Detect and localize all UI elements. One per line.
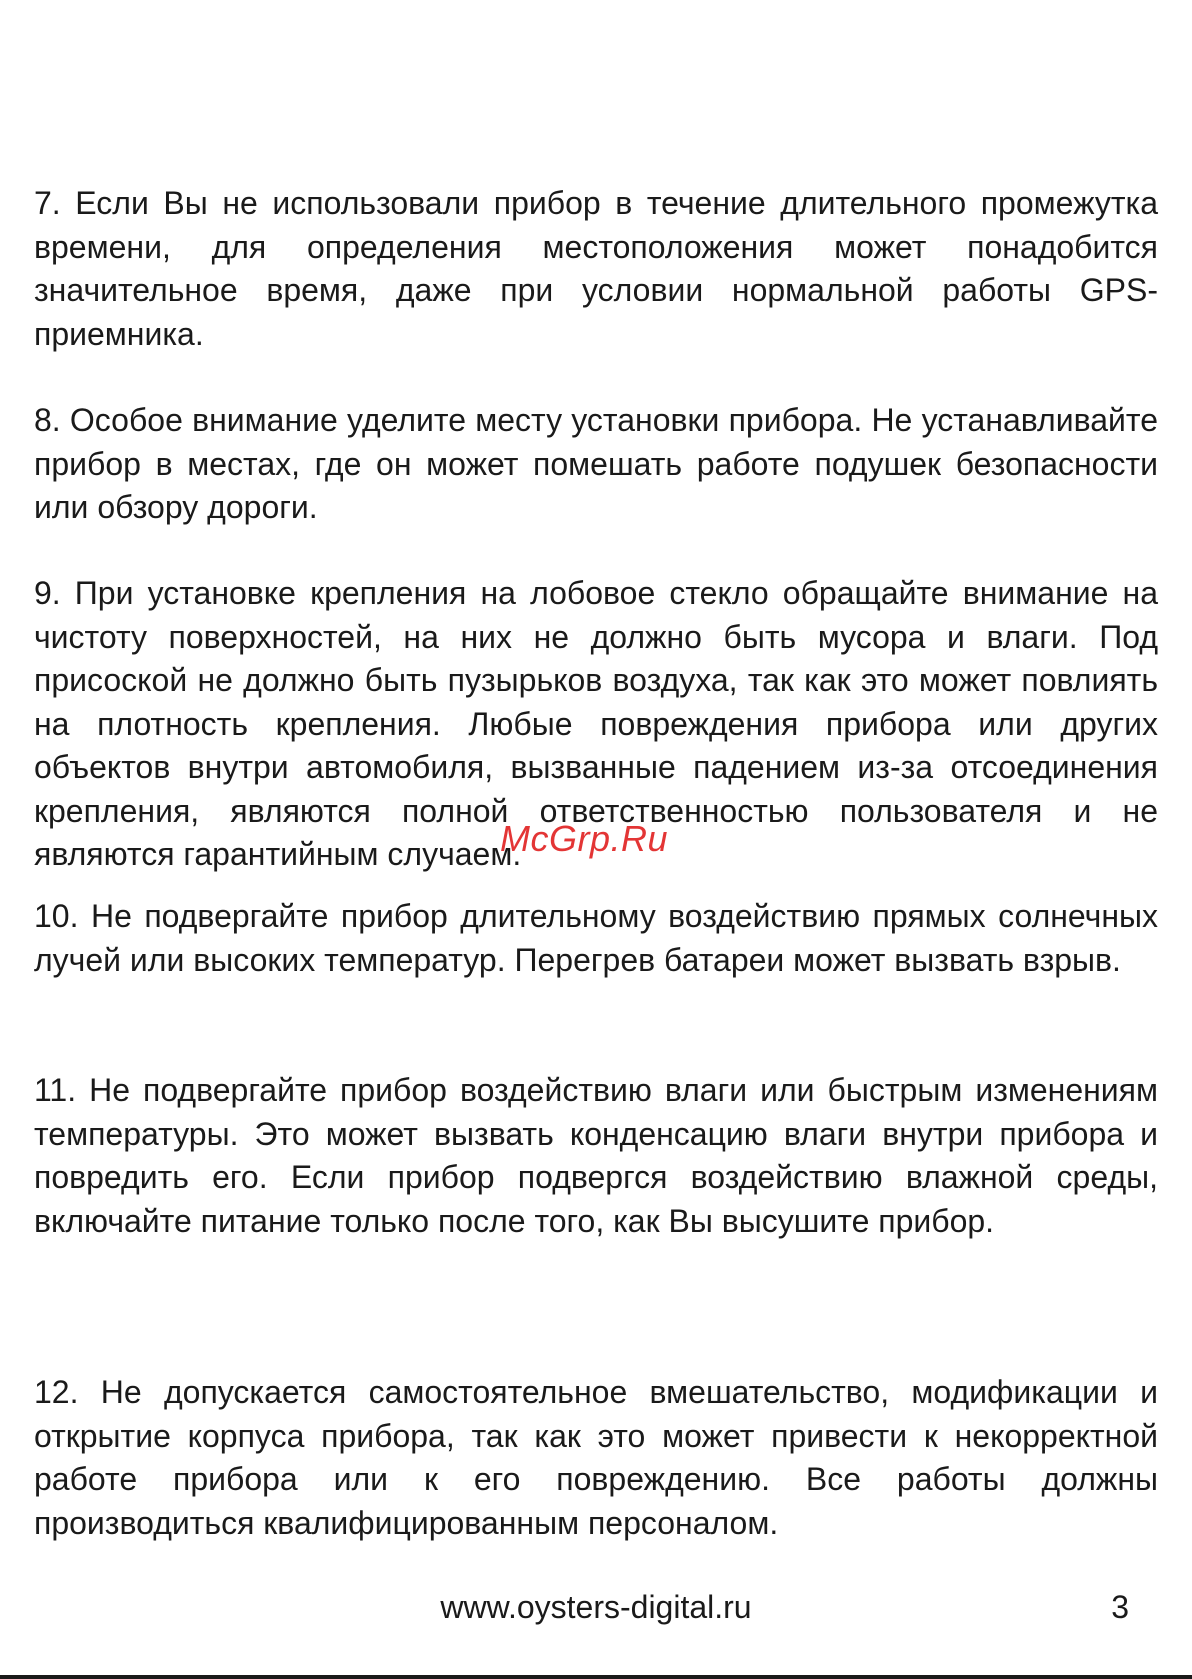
page-number: 3 bbox=[1111, 1589, 1129, 1625]
paragraph-12: 12. Не допускается самостоятельное вмешательство, модификации и открытие корпуса прибора, так как это может привести к некорректной работе прибора или к его повреждению. Все работы должны производиться квалифицированным персоналом. bbox=[34, 1374, 1158, 1541]
paragraph-9: 9. При установке крепления на лобовое стекло обращайте внимание на чистоту поверхностей, на них не должно быть мусора и влаги. Под присоской не должно быть пузырьков воздуха, так как это может повлиять на плотность крепления. Любые повреждения прибора или других объектов внутри автомобиля, вызванные падением из-за отсоединения крепления, являются полной ответственностью пользователя и не являются гарантийным случаем. bbox=[34, 575, 1158, 872]
paragraph-7: 7. Если Вы не использовали прибор в течение длительного промежутка времени, для определения местоположения может понадобится значительное время, даже при условии нормальной работы GPS-приемника. bbox=[34, 185, 1158, 352]
paragraph-10: 10. Не подвергайте прибор длительному воздействию прямых солнечных лучей или высоких температур. Перегрев батареи может вызвать взрыв. bbox=[34, 898, 1158, 978]
bottom-rule bbox=[0, 1675, 1192, 1679]
paragraph-8: 8. Особое внимание уделите месту установки прибора. Не устанавливайте прибор в местах, где он может помешать работе подушек безопасности или обзору дороги. bbox=[34, 402, 1158, 525]
watermark: McGrp.Ru bbox=[500, 818, 669, 859]
footer-url: www.oysters-digital.ru bbox=[440, 1589, 752, 1625]
paragraph-11: 11. Не подвергайте прибор воздействию влаги или быстрым изменениям температуры. Это может вызвать конденсацию влаги внутри прибора и повредить его. Если прибор подвергся воздействию влажной среды, включайте питание только после того, как Вы высушите прибор. bbox=[34, 1072, 1158, 1239]
